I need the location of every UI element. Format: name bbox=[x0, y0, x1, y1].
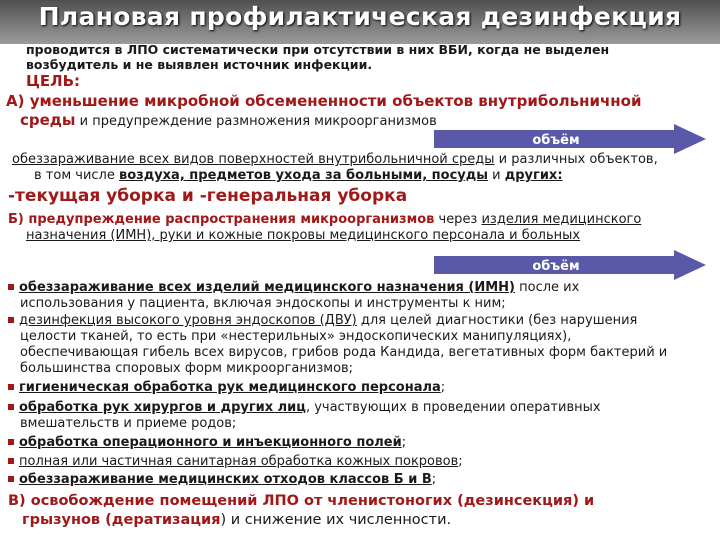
arrow-2-label: объём bbox=[532, 259, 580, 274]
item-4-line-2: вмешательств и приеме родов; bbox=[20, 416, 237, 431]
cleaning-heading: -текущая уборка и -генеральная уборка bbox=[8, 186, 408, 206]
scope-a-rest: и различных объектов, bbox=[494, 152, 658, 167]
item-6-text: полная или частичная санитарная обработка кожных покровов bbox=[19, 454, 459, 469]
list-item-7 bbox=[8, 472, 436, 487]
goal-c-line-2 bbox=[22, 512, 451, 528]
scope-a-surfaces: обеззараживание всех видов поверхностей внутрибольничной среды bbox=[12, 152, 495, 167]
item-1-text: обеззараживание всех изделий медицинского назначения (ИМН) bbox=[19, 280, 515, 295]
item-6-end: ; bbox=[458, 454, 463, 469]
item-2-rest: для целей диагностики (без нарушения bbox=[356, 313, 638, 328]
scope-a-start: в том числе bbox=[34, 168, 119, 183]
goal-b-text: предупреждение распространения микроорганизмов bbox=[23, 212, 435, 227]
arrow-1-label: объём bbox=[532, 133, 580, 148]
goal-b-through: через bbox=[434, 212, 482, 227]
goal-c-rest: ) и снижение их численности. bbox=[220, 512, 452, 528]
item-5-text: обработка операционного и инъекционного полей bbox=[19, 435, 402, 450]
item-3-text: гигиеническая обработка рук медицинского персонала bbox=[19, 380, 441, 395]
list-item-3 bbox=[8, 380, 445, 395]
bullet-icon bbox=[8, 458, 14, 464]
item-7-end: ; bbox=[431, 472, 437, 487]
slide-title: Плановая профилактическая дезинфекция bbox=[38, 2, 682, 31]
bullet-icon bbox=[8, 284, 14, 290]
goal-a-text: уменьшение микробной обсемененности объектов внутрибольничной bbox=[24, 92, 642, 110]
bullet-icon bbox=[8, 439, 14, 445]
item-1-line-2: использования у пациента, включая эндоскопы и инструменты к ним; bbox=[20, 296, 506, 311]
item-3-end: ; bbox=[440, 380, 446, 395]
goal-a-line-1 bbox=[6, 92, 641, 110]
goal-a-env: среды bbox=[20, 111, 76, 129]
scope-a-other: других: bbox=[504, 168, 563, 183]
goal-a-rest: и предупреждение размножения микроорганизмов bbox=[75, 114, 437, 129]
bullet-icon bbox=[8, 404, 14, 410]
list-item-4 bbox=[8, 400, 601, 415]
goal-b-line-1 bbox=[8, 212, 641, 227]
scope-a-air: воздуха, предметов ухода за больными, посуды bbox=[118, 168, 489, 183]
goal-b-letter: Б) bbox=[8, 212, 24, 227]
goal-c-line-1 bbox=[8, 493, 594, 509]
goal-b-line-2 bbox=[26, 228, 580, 243]
list-item-5 bbox=[8, 435, 406, 450]
goal-a-line-2 bbox=[20, 111, 437, 129]
scope-arrow-2 bbox=[434, 250, 708, 280]
list-item-1 bbox=[8, 280, 579, 295]
goal-c-letter: В) bbox=[8, 493, 26, 509]
item-4-text: обработка рук хирургов и других лиц bbox=[19, 400, 306, 415]
scope-a-and: и bbox=[488, 168, 505, 183]
goal-c-text: освобождение помещений ЛПО от членистоногих (дезинсекция) и bbox=[25, 493, 595, 509]
bullet-icon bbox=[8, 317, 14, 323]
goal-label: ЦЕЛЬ: bbox=[26, 72, 81, 90]
goal-b-hands: назначения (ИМН), руки и кожные покровы медицинского персонала и больных bbox=[26, 228, 581, 243]
item-2-line-2: целости тканей, то есть при «нестерильных» эндоскопических манипуляциях), bbox=[20, 329, 572, 344]
item-2-line-3: обеспечивающая гибель всех вирусов, грибов рода Кандида, вегетативных форм бактерий и bbox=[20, 345, 668, 360]
goal-c-rodents: грызунов (дератизация bbox=[22, 512, 221, 528]
item-7-text: обеззараживание медицинских отходов классов Б и В bbox=[19, 472, 432, 487]
scope-a-line-2 bbox=[34, 168, 563, 183]
list-item-2 bbox=[8, 313, 637, 328]
item-1-rest: после их bbox=[515, 280, 580, 295]
item-4-rest: , участвующих в проведении оперативных bbox=[305, 400, 601, 415]
intro-line-2: возбудитель и не выявлен источник инфекции. bbox=[26, 57, 373, 72]
bullet-icon bbox=[8, 476, 14, 482]
bullet-icon bbox=[8, 384, 14, 390]
item-5-end: ; bbox=[401, 435, 407, 450]
scope-a-line-1 bbox=[12, 152, 658, 167]
item-2-text: дезинфекция высокого уровня эндоскопов (ДВУ) bbox=[19, 313, 357, 328]
goal-b-devices: изделия медицинского bbox=[481, 212, 642, 227]
goal-a-letter: А) bbox=[6, 92, 25, 110]
item-2-line-4: большинства споровых форм микроорганизмов; bbox=[20, 361, 354, 376]
intro-line-1: проводится в ЛПО систематически при отсутствии в них ВБИ, когда не выделен bbox=[26, 42, 610, 57]
scope-arrow-1 bbox=[434, 124, 708, 154]
list-item-6 bbox=[8, 454, 463, 469]
